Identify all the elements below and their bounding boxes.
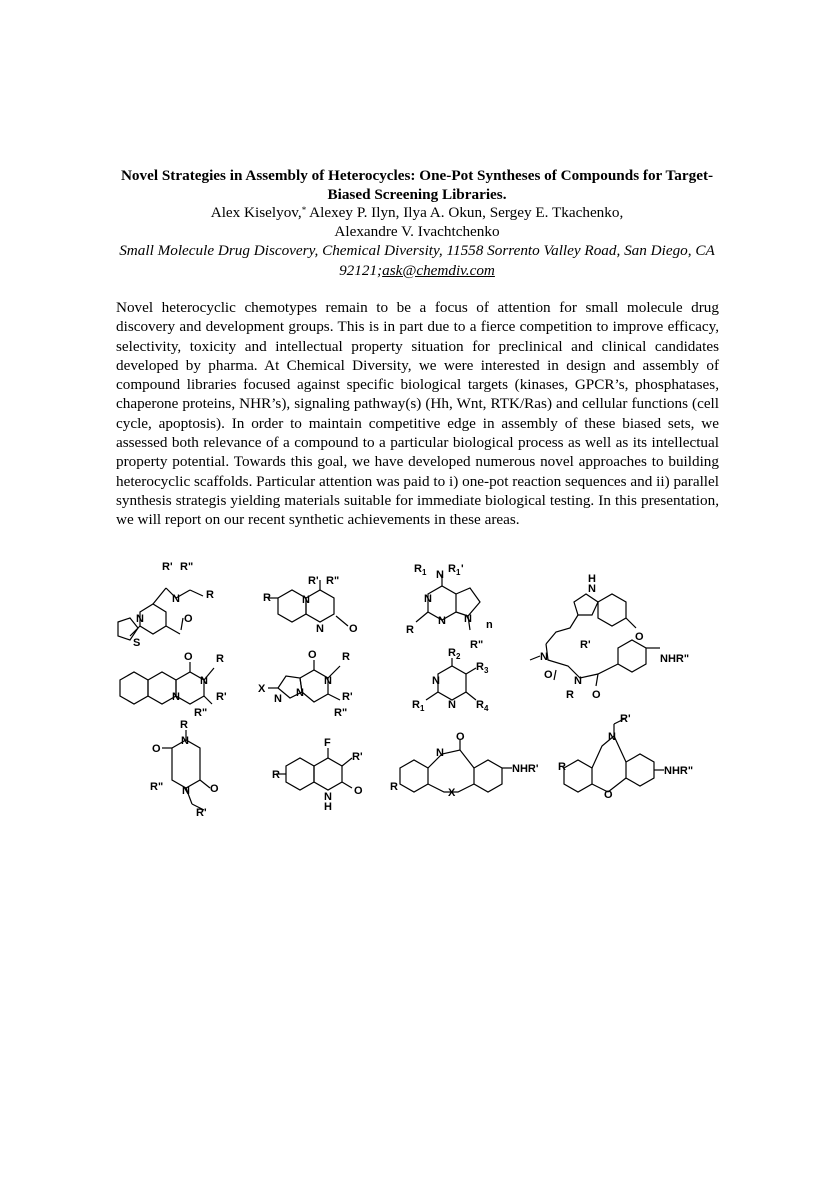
affiliation-text: Small Molecule Drug Discovery, Chemical Diversity, 11558 Sorrento Valley Road, San Diego, CA 92121; [119, 242, 715, 279]
structure-5 [120, 651, 227, 719]
label: N [324, 675, 332, 687]
structures-figure [108, 560, 728, 860]
label: R [406, 624, 414, 636]
label: N [608, 731, 616, 743]
label: H [324, 801, 332, 813]
label: N [302, 594, 310, 606]
label: NHR" [664, 765, 694, 777]
label: O [184, 651, 193, 663]
label: R' [308, 575, 319, 587]
label: R [448, 647, 456, 659]
label: R [566, 689, 574, 701]
label: R' [352, 751, 363, 763]
label: N [588, 583, 596, 595]
label: R" [150, 781, 164, 793]
label: N [136, 613, 144, 625]
label: R' [196, 807, 207, 819]
label: R [342, 651, 350, 663]
label: R' [216, 691, 227, 703]
structure-9 [272, 737, 363, 813]
label: R" [334, 707, 348, 719]
label: N [436, 747, 444, 759]
label: R" [326, 575, 340, 587]
paper-title: Novel Strategies in Assembly of Heterocycles: One-Pot Syntheses of Compounds for Target-Biased Screening Libraries. [120, 167, 714, 203]
label: NHR' [512, 763, 539, 775]
label: X [258, 683, 266, 695]
label: R' [580, 639, 591, 651]
label: O [184, 613, 193, 625]
label: R [476, 661, 484, 673]
label: N [316, 623, 324, 635]
label: N [182, 785, 190, 797]
label: R [476, 699, 484, 711]
label: O [635, 631, 644, 643]
affiliation [112, 241, 722, 280]
label: N [172, 691, 180, 703]
label: n [486, 619, 493, 631]
label: R [448, 563, 456, 575]
author-last: Alexandre V. Ivachtchenko [334, 223, 500, 240]
structure-7 [412, 647, 489, 713]
label: O [604, 789, 613, 801]
label: R [206, 589, 214, 601]
label: N [438, 615, 446, 627]
chemical-structures [108, 560, 728, 860]
structure-8 [150, 719, 219, 819]
label: O [308, 649, 317, 661]
label: R [412, 699, 420, 711]
email-link[interactable]: ask@chemdiv.com [382, 261, 495, 279]
structure-6 [258, 649, 353, 719]
structure-11 [558, 713, 693, 801]
label: S [133, 637, 141, 649]
label: N [274, 693, 282, 705]
label: R' [342, 691, 353, 703]
label: R" [194, 707, 208, 719]
abstract-body: Novel heterocyclic chemotypes remain to be a focus of attention for small molecule drug discovery and development groups. This is in part due to a fierce competition to improve efficacy, selectivity, toxicity and intellectual property situation for preclinical and clinical candidates developed by pharma. At Chemical Diversity, we were interested in design and assembly of compound libraries focused against specific biological targets (kinases, GPCR’s, phosphatases, chaperone proteins, NHR’s), signaling pathway(s) (Hh, Wnt, RTK/Ras) and cellular functions (cell cycle, apoptosis). In order to maintain competitive edge in assembly of these biased sets, we assessed both relevance of a compound to a particular biological process as well as its intellectual property potential. Towards this goal, we have developed numerous novel approaches to building heterocyclic scaffolds. Particular attention was paid to i) one-pot reaction sequences and ii) parallel synthesis strategis yielding materials suitable for immediate biological testing. In this presentation, we will report on our recent synthetic achievements in these areas. [116, 299, 719, 529]
label: 2 [456, 652, 461, 661]
label: N [172, 593, 180, 605]
label: NHR" [660, 653, 690, 665]
label: R [390, 781, 398, 793]
label: N [324, 791, 332, 803]
label: R" [180, 561, 194, 573]
label: N [181, 735, 189, 747]
label: ' [461, 563, 464, 575]
structure-3 [406, 563, 493, 651]
label: 1 [422, 568, 427, 577]
label: R' [620, 713, 631, 725]
label: O [592, 689, 601, 701]
label: 3 [484, 666, 489, 675]
label: N [200, 675, 208, 687]
label: N [424, 593, 432, 605]
structure-10 [390, 731, 539, 799]
label: N [296, 687, 304, 699]
label: X [448, 787, 456, 799]
label: R [216, 653, 224, 665]
label: R [263, 592, 271, 604]
label: O [354, 785, 363, 797]
label: R [272, 769, 280, 781]
structure-2 [263, 575, 358, 635]
label: H [588, 573, 596, 585]
label: O [349, 623, 358, 635]
label: N [448, 699, 456, 711]
label: O [210, 783, 219, 795]
label: O [152, 743, 161, 755]
label: N [436, 569, 444, 581]
author-list [112, 203, 722, 241]
label: O [544, 669, 553, 681]
label: R" [470, 639, 484, 651]
label: R [558, 761, 566, 773]
label: 4 [484, 704, 489, 713]
label: N [574, 675, 582, 687]
label: 1 [420, 704, 425, 713]
structure-4 [530, 573, 689, 701]
label: N [540, 651, 548, 663]
label: R' [162, 561, 173, 573]
label: F [324, 737, 331, 749]
label: N [464, 613, 472, 625]
label: O [456, 731, 465, 743]
label: 1 [456, 568, 461, 577]
corresponding-mark: * [301, 205, 307, 215]
label: R [414, 563, 422, 575]
author-rest: Alexey P. Ilyn, Ilya A. Okun, Sergey E. Tkachenko, [306, 204, 624, 221]
label: R [180, 719, 188, 731]
structure-1 [118, 561, 214, 649]
author-first: Alex Kiselyov, [210, 204, 302, 221]
label: N [432, 675, 440, 687]
